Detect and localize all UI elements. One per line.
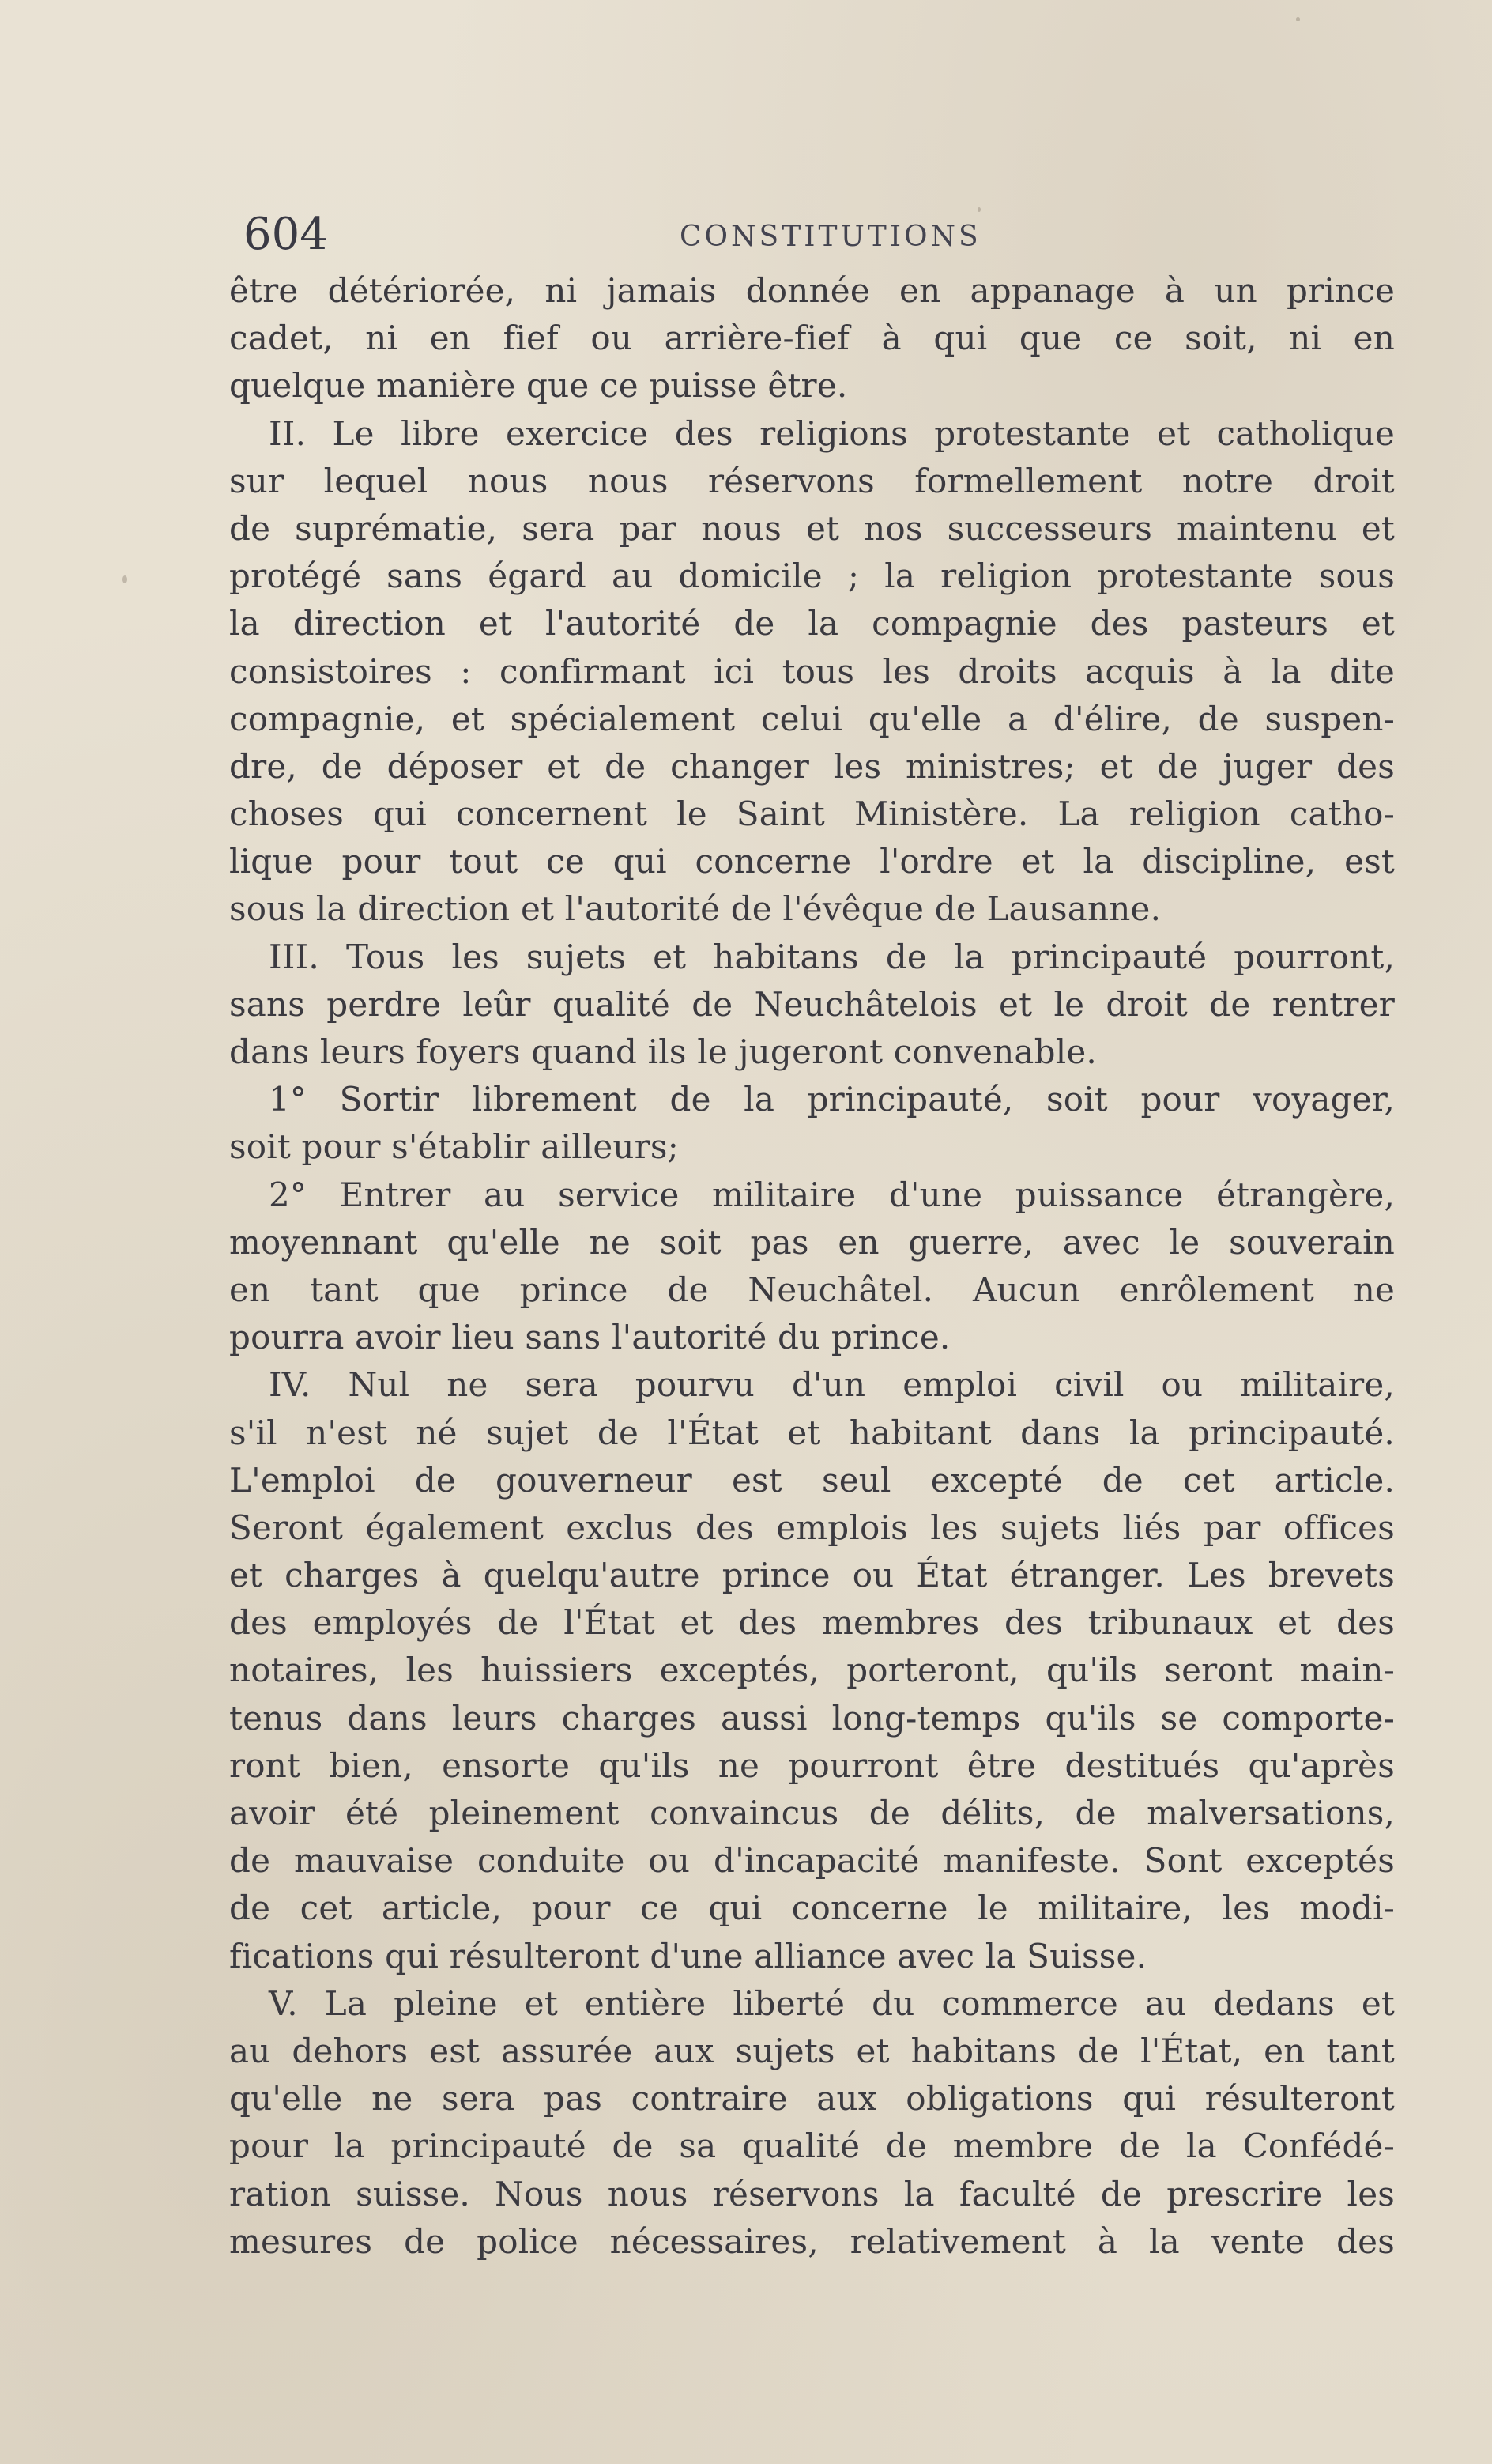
text-line: avoir été pleinement convaincus de délits, de malversations, <box>229 1794 1395 1832</box>
text-line: choses qui concernent le Saint Ministère. La religion catho- <box>229 794 1395 834</box>
text-line: de mauvaise conduite ou d'incapacité manifeste. Sont exceptés <box>229 1841 1395 1881</box>
text-line: compagnie, et spécialement celui qu'elle a d'élire, de suspen- <box>229 699 1395 738</box>
text-line: sans perdre leûr qualité de Neuchâtelois et le droit de rentrer <box>229 984 1395 1024</box>
text-line: ration suisse. Nous nous réservons la faculté de prescrire les <box>229 2174 1395 2213</box>
text-line: L'emploi de gouverneur est seul excepté de cet article. <box>229 1460 1395 1500</box>
text-line: sous la direction et l'autorité de l'évêque de Lausanne. <box>229 889 1162 929</box>
text-line: fications qui résulteront d'une alliance avec la Suisse. <box>229 1936 1147 1975</box>
text-line: la direction et l'autorité de la compagnie des pasteurs et <box>229 604 1395 643</box>
text-line: soit pour s'établir ailleurs; <box>229 1127 680 1167</box>
text-line: cadet, ni en fief ou arrière-fief à qui que ce soit, ni en <box>229 319 1395 358</box>
text-line: 2° Entrer au service militaire d'une puissance étrangère, <box>269 1175 1395 1214</box>
text-line: des employés de l'État et des membres des tribunaux et des <box>229 1603 1395 1643</box>
text-line: sur lequel nous nous réservons formellement notre droit <box>229 461 1395 500</box>
text-line: s'il n'est né sujet de l'État et habitant dans la principauté. <box>229 1413 1395 1452</box>
text-line: notaires, les huissiers exceptés, porteront, qu'ils seront main- <box>229 1651 1395 1690</box>
text-line: et charges à quelqu'autre prince ou État étranger. Les brevets <box>229 1556 1395 1595</box>
text-line: V. La pleine et entière liberté du commerce au dedans et <box>269 1983 1395 2023</box>
text-line: Seront également exclus des emplois les sujets liés par offices <box>229 1507 1395 1547</box>
text-line: pour la principauté de sa qualité de membre de la Confédé- <box>229 2126 1395 2166</box>
text-line: III. Tous les sujets et habitans de la principauté pourront, <box>269 937 1395 976</box>
text-line: IV. Nul ne sera pourvu d'un emploi civil ou militaire, <box>269 1365 1395 1405</box>
text-line: 1° Sortir librement de la principauté, soit pour voyager, <box>269 1080 1395 1119</box>
text-line: mesures de police nécessaires, relativement à la vente des <box>229 2221 1395 2261</box>
body-text <box>229 267 1395 2266</box>
text-line: dans leurs foyers quand ils le jugeront convenable. <box>229 1032 1097 1071</box>
text-line: tenus dans leurs charges aussi long-temps qu'ils se comporte- <box>229 1698 1395 1738</box>
running-head: CONSTITUTIONS <box>680 221 981 253</box>
text-line: moyennant qu'elle ne soit pas en guerre, avec le souverain <box>229 1222 1395 1262</box>
text-line: de suprématie, sera par nous et nos successeurs maintenu et <box>229 508 1395 548</box>
text-line: être détériorée, ni jamais donnée en appanage à un prince <box>229 271 1395 310</box>
text-line: pourra avoir lieu sans l'autorité du prince. <box>229 1318 951 1357</box>
text-line: consistoires : confirmant ici tous les droits acquis à la dite <box>229 651 1395 691</box>
text-line: au dehors est assurée aux sujets et habitans de l'État, en tant <box>229 2031 1395 2070</box>
ink-speck <box>122 575 127 583</box>
text-line: ront bien, ensorte qu'ils ne pourront être destitués qu'après <box>229 1745 1395 1785</box>
text-line: lique pour tout ce qui concerne l'ordre et la discipline, est <box>229 842 1395 881</box>
text-line: de cet article, pour ce qui concerne le militaire, les modi- <box>229 1889 1395 1928</box>
text-line: quelque manière que ce puisse être. <box>229 366 848 406</box>
text-line: II. Le libre exercice des religions protestante et catholique <box>269 413 1395 453</box>
text-line: qu'elle ne sera pas contraire aux obligations qui résulteront <box>229 2079 1395 2119</box>
page-number: 604 <box>243 209 328 260</box>
ink-speck <box>978 207 981 212</box>
text-line: dre, de déposer et de changer les ministres; et de juger des <box>229 746 1395 786</box>
text-line: protégé sans égard au domicile ; la religion protestante sous <box>229 557 1395 596</box>
text-line: en tant que prince de Neuchâtel. Aucun enrôlement ne <box>229 1270 1395 1309</box>
page-header <box>237 207 1391 262</box>
ink-speck <box>1296 17 1300 21</box>
